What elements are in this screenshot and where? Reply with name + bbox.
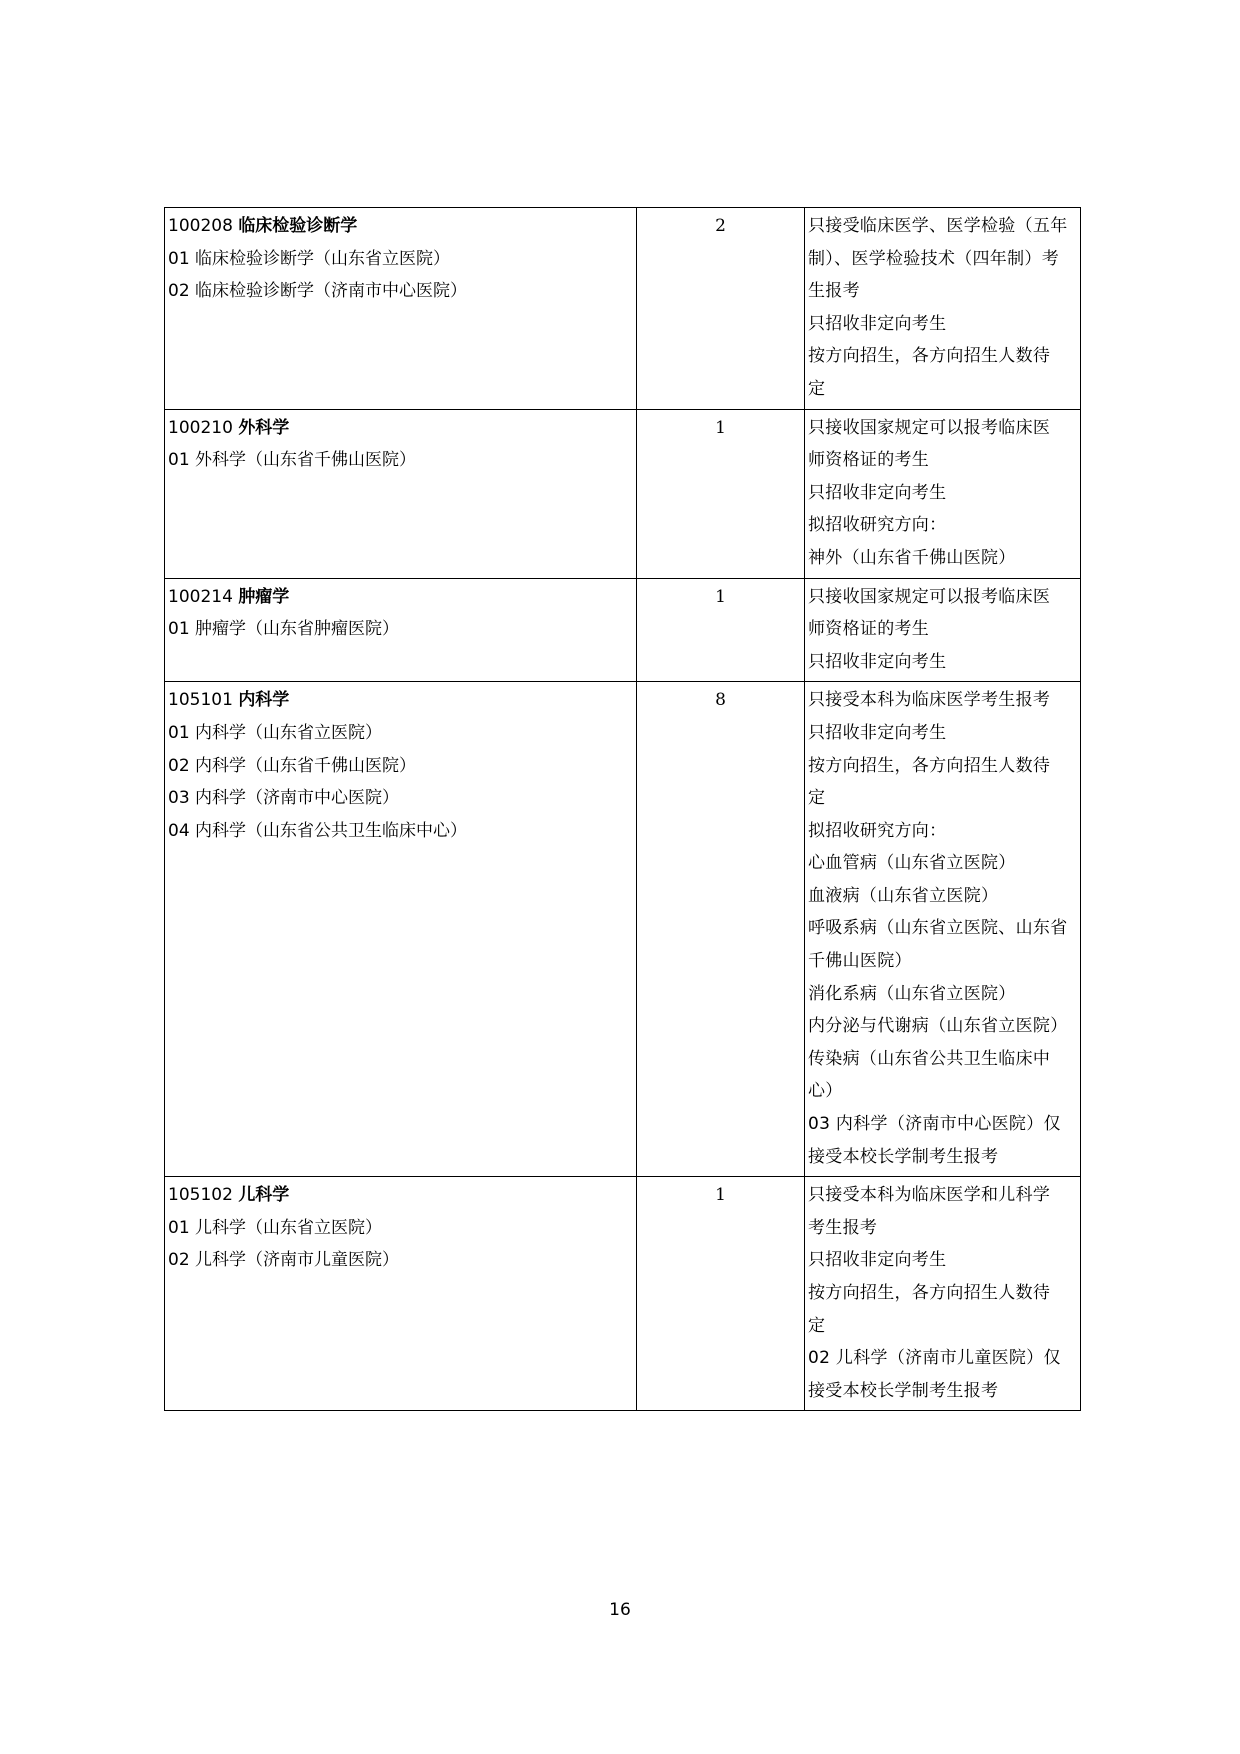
program-heading	[168, 412, 633, 445]
program-code: 100214	[168, 586, 233, 607]
note-line: 拟招收研究方向：	[808, 515, 947, 536]
note-line: 考生报考	[808, 1217, 878, 1238]
research-direction: 01 外科学（山东省千佛山医院）	[168, 450, 417, 471]
research-direction: 04 内科学（山东省公共卫生临床中心）	[168, 820, 468, 841]
program-heading	[168, 581, 633, 614]
research-direction: 02 儿科学（济南市儿童医院）	[168, 1250, 400, 1271]
research-direction: 03 内科学（济南市中心医院）	[168, 788, 400, 809]
enrollment-quota: 1	[637, 409, 805, 578]
program-code: 105101	[168, 690, 233, 711]
research-direction: 02 临床检验诊断学（济南市中心医院）	[168, 281, 468, 302]
program-table-body	[165, 208, 1081, 1411]
program-code: 105102	[168, 1185, 233, 1206]
enrollment-quota: 1	[637, 578, 805, 682]
note-line: 千佛山医院）	[808, 951, 912, 972]
note-line: 定	[808, 378, 826, 399]
note-line: 心血管病（山东省立医院）	[808, 853, 1016, 874]
program-cell	[165, 409, 637, 578]
note-line: 生报考	[808, 281, 860, 302]
program-heading	[168, 684, 633, 717]
note-line: 接受本校长学制考生报考	[808, 1146, 999, 1167]
notes-cell	[805, 208, 1081, 410]
note-line: 消化系病（山东省立医院）	[808, 983, 1016, 1004]
table-row	[165, 578, 1081, 682]
page-number: 16	[609, 1600, 631, 1620]
note-line: 03 内科学（济南市中心医院）仅	[808, 1114, 1061, 1135]
research-direction: 01 儿科学（山东省立医院）	[168, 1217, 383, 1238]
note-line: 只接收国家规定可以报考临床医	[808, 586, 1051, 607]
program-name: 儿科学	[238, 1185, 290, 1206]
research-direction: 01 临床检验诊断学（山东省立医院）	[168, 248, 451, 269]
note-line: 只招收非定向考生	[808, 722, 947, 743]
note-line: 接受本校长学制考生报考	[808, 1380, 999, 1401]
table-row	[165, 682, 1081, 1177]
notes-cell	[805, 578, 1081, 682]
program-name: 内科学	[238, 690, 290, 711]
note-line: 按方向招生，各方向招生人数待	[808, 346, 1051, 367]
program-heading	[168, 210, 633, 243]
note-line: 心）	[808, 1081, 843, 1102]
note-line: 师资格证的考生	[808, 450, 930, 471]
note-line: 只招收非定向考生	[808, 482, 947, 503]
note-line: 内分泌与代谢病（山东省立医院）	[808, 1016, 1068, 1037]
note-line: 拟招收研究方向：	[808, 820, 947, 841]
note-line: 血液病（山东省立医院）	[808, 885, 999, 906]
enrollment-quota: 1	[637, 1177, 805, 1411]
program-heading	[168, 1179, 633, 1212]
program-name: 临床检验诊断学	[238, 216, 358, 236]
note-line: 定	[808, 788, 826, 809]
enrollment-quota: 2	[637, 208, 805, 410]
notes-cell	[805, 409, 1081, 578]
note-line: 制）、医学检验技术（四年制）考	[808, 248, 1059, 269]
research-direction: 01 内科学（山东省立医院）	[168, 722, 383, 743]
table-row	[165, 1177, 1081, 1411]
note-line: 只招收非定向考生	[808, 651, 947, 672]
research-direction: 01 肿瘤学（山东省肿瘤医院）	[168, 619, 400, 640]
note-line: 神外（山东省千佛山医院）	[808, 547, 1016, 568]
note-line: 定	[808, 1315, 826, 1336]
program-cell	[165, 1177, 637, 1411]
note-line: 02 儿科学（济南市儿童医院）仅	[808, 1348, 1061, 1369]
program-name: 肿瘤学	[238, 586, 290, 607]
note-line: 按方向招生，各方向招生人数待	[808, 755, 1051, 776]
note-line: 只接收国家规定可以报考临床医	[808, 417, 1051, 438]
research-direction: 02 内科学（山东省千佛山医院）	[168, 755, 417, 776]
enrollment-quota: 8	[637, 682, 805, 1177]
table-row	[165, 208, 1081, 410]
notes-cell	[805, 682, 1081, 1177]
note-line: 只招收非定向考生	[808, 313, 947, 334]
note-line: 呼吸系病（山东省立医院、山东省	[808, 918, 1068, 939]
program-table	[164, 207, 1081, 1411]
notes-cell	[805, 1177, 1081, 1411]
note-line: 只接受临床医学、医学检验（五年	[808, 216, 1068, 236]
note-line: 只接受本科为临床医学和儿科学	[808, 1185, 1051, 1206]
program-code: 100208	[168, 216, 233, 236]
note-line: 师资格证的考生	[808, 619, 930, 640]
program-cell	[165, 578, 637, 682]
note-line: 传染病（山东省公共卫生临床中	[808, 1048, 1051, 1069]
note-line: 只接受本科为临床医学考生报考	[808, 690, 1051, 711]
note-line: 只招收非定向考生	[808, 1250, 947, 1271]
program-cell	[165, 208, 637, 410]
table-row	[165, 409, 1081, 578]
note-line: 按方向招生，各方向招生人数待	[808, 1283, 1051, 1303]
program-cell	[165, 682, 637, 1177]
program-name: 外科学	[238, 417, 290, 438]
program-code: 100210	[168, 417, 233, 438]
